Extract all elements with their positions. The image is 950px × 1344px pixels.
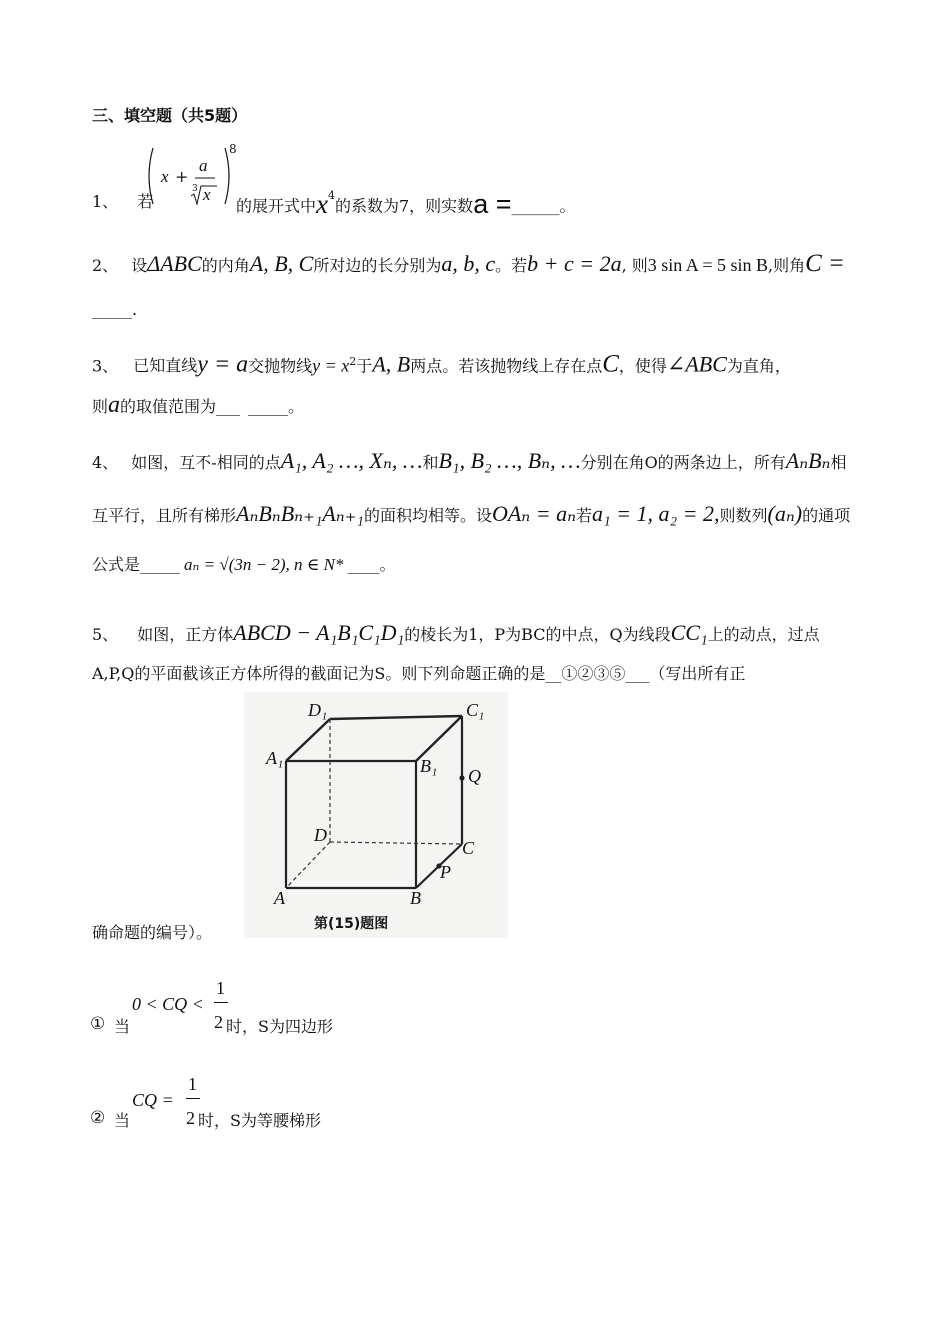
question-number: 2、 xyxy=(92,256,119,275)
answer-blank[interactable]: _____ xyxy=(248,397,289,416)
list-item xyxy=(90,1074,410,1134)
question-text: 两点。若该抛物线上存在点 xyxy=(410,356,603,376)
question-text: 设 xyxy=(131,256,148,275)
question-text: , 则 xyxy=(621,256,648,275)
question-text: 则 xyxy=(92,397,109,416)
math-cube: ABCD − A₁B₁C₁D₁ xyxy=(233,620,405,645)
question-text: 所对边的长分别为 xyxy=(313,256,442,275)
question-text: 公式是 xyxy=(92,555,141,574)
answer-blank[interactable]: ___ xyxy=(216,397,241,416)
question-2-line2 xyxy=(92,300,137,320)
answer-blank[interactable]: __ xyxy=(545,664,562,683)
question-text: 上的动点，过点 xyxy=(707,625,820,644)
punctuation: 。 xyxy=(379,555,396,574)
question-number: 1、 xyxy=(92,192,119,211)
vertex-label: A₁ xyxy=(266,748,284,768)
question-text: 交抛物线 xyxy=(248,356,313,376)
question-5-line2 xyxy=(92,664,745,684)
item-expression: CQ = xyxy=(132,1090,174,1110)
question-text: 的展开式中 xyxy=(236,196,317,216)
question-text: ,则角 xyxy=(767,256,806,275)
question-text: 的面积均相等。设 xyxy=(363,506,492,525)
binomial-expression xyxy=(143,140,235,212)
question-text: A,P,Q的平面截该正方体所得的截面记为S。则下列命题正确的是 xyxy=(92,664,546,683)
item-lead: 当 xyxy=(114,1017,131,1036)
vertex-label: D₁ xyxy=(308,700,328,720)
question-text: 如图，正方体 xyxy=(137,625,234,644)
math-sequence: (aₙ) xyxy=(767,501,803,526)
math-a-equals: a = xyxy=(473,189,512,220)
question-text: 的取值范围为 xyxy=(120,397,217,416)
question-text: 若 xyxy=(576,506,593,525)
fraction-bar xyxy=(214,1002,228,1003)
question-text: 于 xyxy=(356,356,373,376)
math-sides: a, b, c xyxy=(441,251,496,276)
question-text: 的棱长为1，P为BC的中点，Q为线段 xyxy=(404,625,671,644)
question-text: 若 xyxy=(137,192,154,211)
expr-plus: + xyxy=(175,167,189,186)
point-label: P xyxy=(440,862,451,882)
math-parabola: y = x xyxy=(312,355,350,376)
punctuation: . xyxy=(132,300,138,319)
punctuation: 。 xyxy=(288,397,305,416)
item-mark: ① xyxy=(90,1014,106,1034)
answer-blank[interactable]: _____ xyxy=(92,300,132,319)
expr-root-radicand: x xyxy=(203,185,211,204)
vertex-label: C₁ xyxy=(466,700,485,720)
question-text: 分别在角O的两条边上，所有 xyxy=(580,453,786,472)
question-text: 确命题的编号）。 xyxy=(92,923,213,942)
question-5 xyxy=(92,620,820,645)
expr-numerator: a xyxy=(199,156,208,175)
question-text: 如图，互不-相同的点 xyxy=(131,453,281,472)
question-number: 3、 xyxy=(92,356,119,376)
question-text: ，使得 xyxy=(618,356,667,376)
math-exponent: 2 xyxy=(349,355,357,368)
question-text: 的内角 xyxy=(201,256,250,275)
math-answer: aₙ = √(3n − 2), n ∈ N* xyxy=(184,555,344,574)
question-3 xyxy=(92,352,791,376)
fraction-numerator: 1 xyxy=(216,978,225,998)
question-text: （写出所有正 xyxy=(649,664,746,683)
math-condition-1: b + c = 2a xyxy=(527,251,622,276)
math-point-C: C xyxy=(602,350,619,378)
question-3-line2 xyxy=(92,392,305,418)
question-text: 相 xyxy=(830,453,847,472)
question-4-line2 xyxy=(92,501,851,526)
parentheses-graphic xyxy=(143,140,235,212)
fraction-denominator: 2 xyxy=(214,1012,223,1032)
item-expression: 0 < CQ < xyxy=(132,994,204,1014)
math-AnBn: AₙBₙ xyxy=(785,448,831,473)
question-text: 为直角， xyxy=(726,356,791,376)
question-text: 和 xyxy=(422,453,439,472)
answer-blank[interactable]: ____ xyxy=(347,555,380,574)
math-line-equation: y = a xyxy=(197,351,249,378)
expr-x: x xyxy=(161,167,169,186)
answer-blank[interactable]: _____ xyxy=(140,555,181,574)
question-text: 的通项 xyxy=(802,506,851,525)
math-triangle: ΔABC xyxy=(147,251,202,276)
math-segment: CC₁ xyxy=(670,620,708,645)
math-angles: A, B, C xyxy=(249,251,314,276)
fraction-numerator: 1 xyxy=(188,1074,197,1094)
vertex-label: D xyxy=(314,825,327,845)
math-points: A, B xyxy=(372,351,411,377)
math-x: x xyxy=(316,189,328,220)
math-OAn: OAₙ = aₙ xyxy=(491,501,576,526)
question-text: 则数列 xyxy=(719,506,768,525)
math-exponent: 4 xyxy=(328,189,335,202)
expr-root-index: 3 xyxy=(192,184,198,194)
math-angle: ∠ABC xyxy=(666,351,727,377)
section-title: 三、填空题（共5题） xyxy=(92,106,248,125)
item-lead: 当 xyxy=(114,1111,131,1130)
question-text: 互平行，且所有梯形 xyxy=(92,506,237,525)
question-4-line3 xyxy=(92,555,395,575)
vertex-label: C xyxy=(462,838,475,858)
vertex-label: A xyxy=(274,888,285,908)
point-label: Q xyxy=(468,766,481,786)
math-trapezoid: AₙBₙBₙ₊₁Aₙ₊₁ xyxy=(236,501,364,526)
figure-caption: 第(15)题图 xyxy=(314,916,389,932)
vertex-label: B₁ xyxy=(420,756,438,776)
math-sequence-A: A₁, A₂ …, Xₙ, … xyxy=(280,448,423,473)
math-condition-2: 3 sin A = 5 sin B xyxy=(647,255,768,275)
answer-text: ①②③⑤ xyxy=(561,664,626,683)
question-text: 已知直线 xyxy=(133,356,198,376)
item-text: 时，S为等腰梯形 xyxy=(198,1111,321,1130)
fraction-bar xyxy=(186,1098,200,1099)
question-4 xyxy=(92,448,847,473)
item-text: 时，S为四边形 xyxy=(226,1017,333,1036)
math-a: a xyxy=(108,392,121,418)
question-text: 。若 xyxy=(495,256,528,275)
fraction-denominator: 2 xyxy=(186,1108,195,1128)
math-C-equals: C = xyxy=(805,250,845,277)
list-item xyxy=(90,980,410,1040)
question-1-rest xyxy=(236,189,576,220)
punctuation: 。 xyxy=(559,196,576,216)
math-sequence-B: B₁, B₂ …, Bₙ, … xyxy=(438,448,581,473)
answer-blank[interactable]: ______ xyxy=(511,196,560,216)
question-text: 的系数为7，则实数 xyxy=(335,196,474,216)
cube-figure xyxy=(244,692,508,938)
answer-blank[interactable]: ___ xyxy=(625,664,650,683)
question-number: 5、 xyxy=(92,625,119,644)
item-mark: ② xyxy=(90,1108,106,1128)
vertex-label: B xyxy=(410,888,421,908)
math-initial-values: a₁ = 1, a₂ = 2, xyxy=(592,501,720,526)
question-5-line3 xyxy=(92,923,212,943)
question-number: 4、 xyxy=(92,453,119,472)
expr-exponent: 8 xyxy=(229,142,237,156)
question-2 xyxy=(92,250,845,277)
